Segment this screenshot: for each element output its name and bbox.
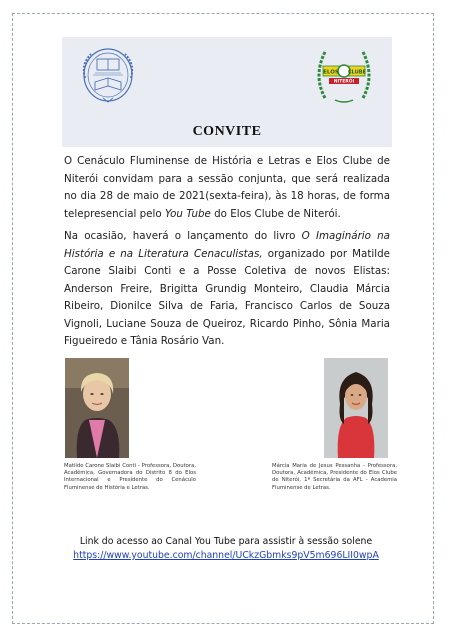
svg-text:ELOS: ELOS [323,69,339,76]
youtube-channel-link[interactable]: https://www.youtube.com/channel/UCkzGbmks9pV5m696LII0wpA [73,550,379,561]
footer-text: Link do acesso ao Canal You Tube para assistir à sessão solene [79,536,373,547]
paragraph-text: Na ocasião, haverá o lançamento do livro [64,230,302,242]
svg-text:NITERÓI: NITERÓI [333,79,355,85]
invitation-paragraph [64,153,390,223]
photo-caption-right: Márcia Maria de Jesus Pessanha - Professora, Doutora, Acadêmica, Presidente do Elos Clube de Niterói, 1ª Secretária da AFL - Academia Fluminense de Letras. [272,463,397,491]
paragraph-italic-text: You Tube [164,207,211,220]
cenaculo-logo [75,42,141,108]
elos-clube-logo [311,42,377,108]
paragraph-text: organizado por Matilde Carone Slaibi Conti e a Posse Coletiva de novos Elistas: Anderson Freire, Brigitta Grundig Monteiro, Claudia Márcia Ribeiro, Dionilce Silva de Faria, Francisco Carlos de Souza Vignoli, Luciane Souza de Queiroz, Ricardo Pinho, Sônia Maria Figueiredo e Tânia Rosário Van. [64,247,390,347]
book-title: O Imaginário na História e na Literatura Cenaculistas, [64,230,390,260]
page-title: CONVITE [192,124,262,139]
announcement-paragraph [64,228,390,351]
paragraph-text: do Elos Clube de Niterói. [210,207,341,220]
photo-caption-left: Matilde Carone Slaibi Conti - Professora, Doutora, Acadêmica, Governadora do Distrito 8 do Elos Internacional e Presidente do Cenáculo Fluminense de História e Letras. [64,463,196,491]
portrait-photo-matilde [65,358,129,458]
svg-text:CLUBE: CLUBE [348,69,366,76]
portrait-photo-marcia [324,358,388,458]
footer [0,535,452,562]
paragraph-text: O Cenáculo Fluminense de História e Letras e Elos Clube de Niterói convidam para a sessão conjunta, que será realizada no dia 28 de maio de 2021(sexta-feira), às 18 horas, de forma telepresencial pelo [64,155,390,220]
invitation-header [62,37,392,147]
